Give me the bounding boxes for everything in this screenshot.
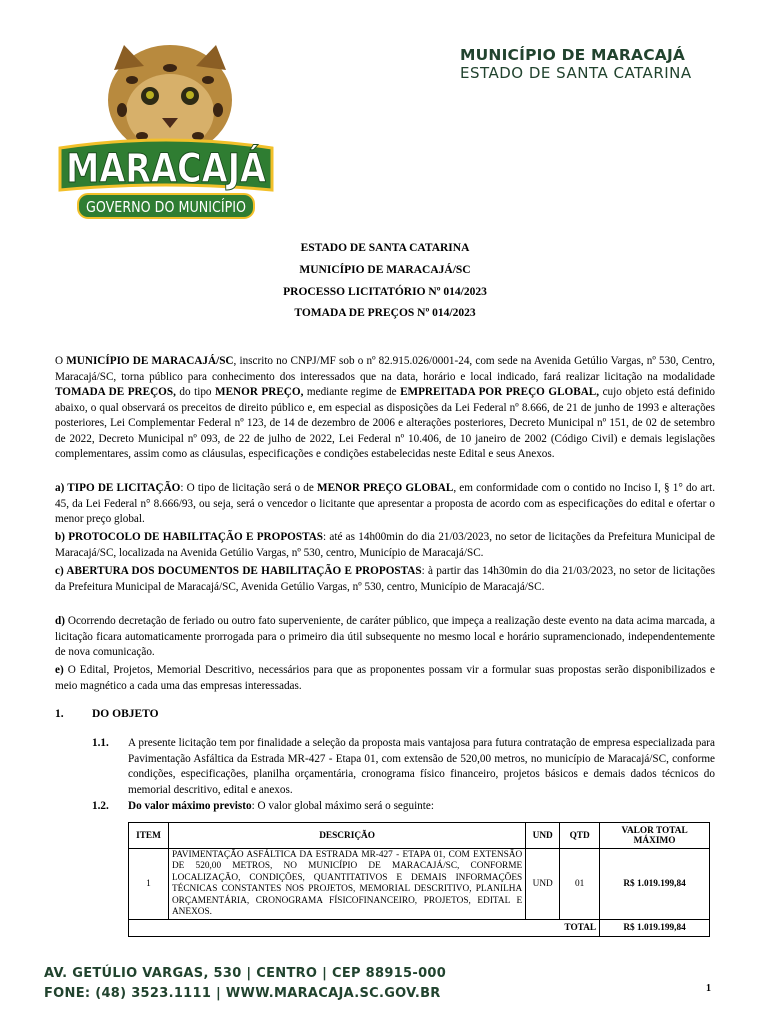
cell-item: 1 [129, 849, 169, 920]
table-total-row [129, 920, 710, 937]
letterhead-estado: ESTADO DE SANTA CATARINA [460, 64, 692, 82]
logo-main-text: MARACAJÁ [66, 146, 305, 192]
item-d-paragraph: d) Ocorrendo decretação de feriado ou outro fato superveniente, de caráter público, que impeça a realização deste evento na data acima marcada, a licitação ficara automaticamente prorrogada para o primeiro dia útil subsequente no mesmo local e horário supramencionado, independentemente de nova comunicação. [55, 615, 715, 658]
cell-qtd: 01 [560, 849, 600, 920]
item-c-paragraph: c) ABERTURA DOS DOCUMENTOS DE HABILITAÇÃO E PROPOSTAS: à partir das 14h30min do dia 21/03/2023, no setor de licitações da Prefeitura Municipal de Maracajá/SC, Avenida Getúlio Vargas, nº 530, centro, Município de Maracajá/SC. [55, 565, 715, 593]
col-header-und: UND [526, 823, 560, 849]
heading-estado: ESTADO DE SANTA CATARINA [300, 242, 470, 254]
heading-tomada: TOMADA DE PREÇOS Nº 014/2023 [294, 307, 476, 319]
table-row [129, 849, 710, 920]
cell-valor: R$ 1.019.199,84 [600, 849, 710, 920]
item-e-paragraph: e) O Edital, Projetos, Memorial Descritivo, necessários para que as proponentes possam vir a formular suas propostas serão disponibilizados e meio magnético a cada uma das empresas interessadas. [55, 664, 715, 692]
subsection-1-2-text: Do valor máximo previsto: O valor global máximo será o seguinte: [128, 800, 434, 812]
col-header-valor: VALOR TOTAL MÁXIMO [600, 823, 710, 849]
price-table [128, 822, 710, 937]
col-header-item: ITEM [129, 823, 169, 849]
total-label: TOTAL [129, 920, 600, 937]
col-header-descricao: DESCRIÇÃO [168, 823, 525, 849]
letterhead-municipio: MUNICÍPIO DE MARACAJÁ [460, 46, 686, 64]
item-a-paragraph: a) TIPO DE LICITAÇÃO: O tipo de licitação será o de MENOR PREÇO GLOBAL, em conformidade com o contido no Inciso I, § 1° do art. 45, da Lei Federal n° 8.666/93, ou seja, será o vencedor o licitante que apresentar a proposta de acordo com as especificações do edital e ofertar o menor preço global. [55, 482, 715, 525]
letterhead [460, 47, 760, 83]
intro-paragraph: O MUNICÍPIO DE MARACAJÁ/SC, inscrito no CNPJ/MF sob o nº 82.915.026/0001-24, com sede na Avenida Getúlio Vargas, nº 530, Centro, Maracajá/SC, torna público para conhecimento dos interessados que na data, horário e local indicado, fará realizar licitação na modalidade TOMADA DE PREÇOS, do tipo MENOR PREÇO, mediante regime de EMPREITADA POR PREÇO GLOBAL, cujo objeto está definido abaixo, o qual observará os preceitos de direito público e, em especial as disposições da Lei Federal nº 8.666, de 21 de junho de 1993 e alterações posteriores, Lei Complementar Federal nº 123, de 14 de dezembro de 2006 e alterações posteriores, Decreto Municipal nº 151, de 02 de setembro de 2022, Decreto Municipal nº 093, de 22 de julho de 2022, Lei Federal nº 10.406, de 10 janeiro de 2002 (Código Civil) e demais legislações complementares, assim como as cláusulas, especificações e condições estabelecidas neste Edital e seus Anexos. [55, 355, 716, 460]
cell-und: UND [526, 849, 560, 920]
table-header-row [129, 823, 710, 849]
footer-contact: FONE: (48) 3523.1111 | WWW.MARACAJA.SC.GOV.BR [44, 986, 441, 1001]
footer-address: AV. GETÚLIO VARGAS, 530 | CENTRO | CEP 88915-000 [44, 966, 447, 981]
logo-sub-text: GOVERNO DO MUNICÍPIO [86, 198, 275, 216]
section-1-number: 1. [55, 708, 64, 720]
subsection-1-1-text: A presente licitação tem por finalidade a seleção da proposta mais vantajosa para futura contratação de empresa especializada para Pavimentação Asfáltica da Estrada MR-427 - Etapa 01, com extensão de 520,00 metros, no município de Maracajá/SC, conforme condições, especificações, planilha orçamentária, cronograma físico financeiro, projetos básicos e demais dados técnicos do memorial descritivo, edital e anexos. [128, 737, 715, 796]
section-1-title: DO OBJETO [92, 708, 159, 720]
cell-descricao: PAVIMENTAÇÃO ASFÁLTICA DA ESTRADA MR-427 - ETAPA 01, COM EXTENSÃO DE 520,00 METROS, NO MUNICÍPIO DE MARACAJÁ/SC, CONFORME LOCALIZAÇÃO, CONDIÇÕES, QUANTITATIVOS E DEMAIS INFORMAÇÕES TÉCNICAS CONSTANTES NOS PROJETOS, MEMORIAL DESCRITIVO, PLANILHA ORÇAMENTÁRIA, CRONOGRAMA FÍSICOFINANCEIRO, PROJETOS, EDITAL E ANEXOS. [168, 849, 525, 920]
heading-processo: PROCESSO LICITATÓRIO Nº 014/2023 [283, 286, 487, 298]
heading-municipio: MUNICÍPIO DE MARACAJÁ/SC [299, 264, 471, 276]
maracaja-logo [52, 40, 305, 226]
page-number: 1 [706, 983, 711, 994]
col-header-qtd: QTD [560, 823, 600, 849]
subsection-1-2-number: 1.2. [92, 800, 109, 812]
item-b-paragraph: b) PROTOCOLO DE HABILITAÇÃO E PROPOSTAS: até as 14h00min do dia 21/03/2023, no setor de licitações da Prefeitura Municipal de Maracajá/SC, localizada na Avenida Getúlio Vargas, nº 530, centro, Município de Maracajá/SC. [55, 531, 715, 559]
subsection-1-1-number: 1.1. [92, 737, 109, 749]
total-value: R$ 1.019.199,84 [600, 920, 710, 937]
